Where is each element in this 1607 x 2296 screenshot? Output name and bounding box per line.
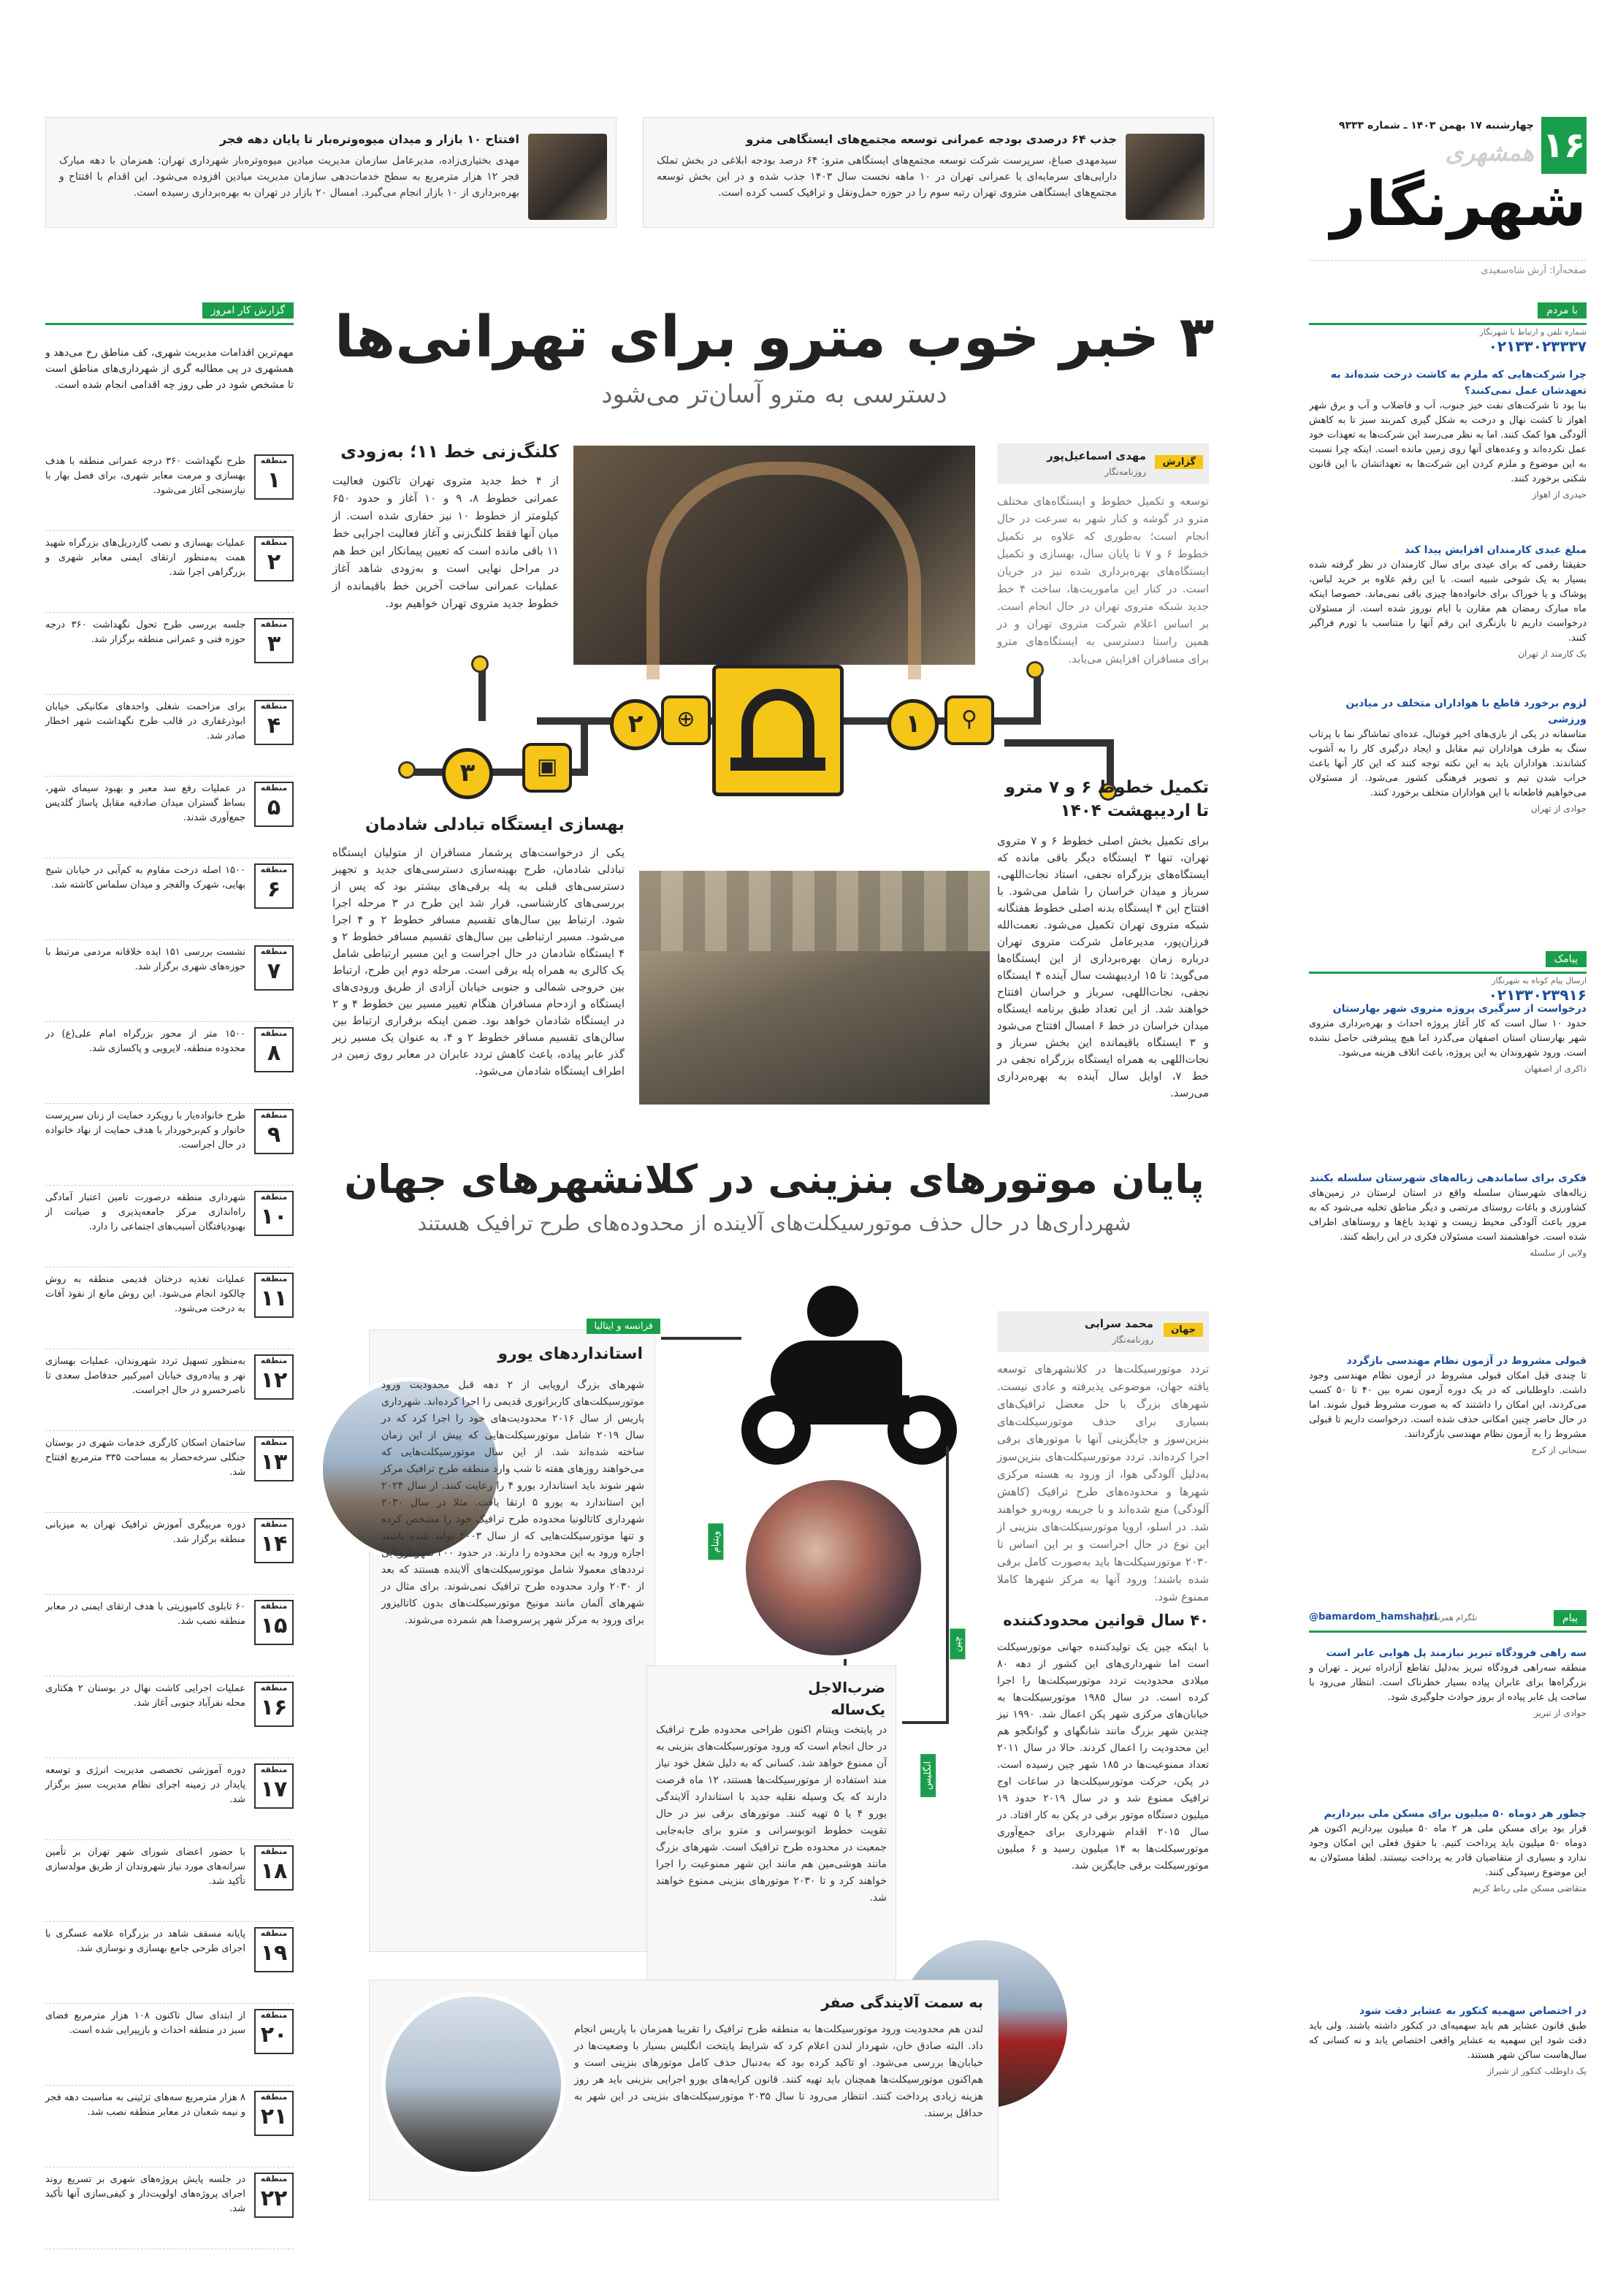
region-word: منطقه [260, 865, 288, 874]
region-text: عملیات بهسازی و نصب گاردریل‌های بزرگراه شهید همت به‌منظور ارتقای ایمنی معابر شهری و بزرگراهی اجرا شد. [45, 538, 245, 578]
paper-logo: شهرنگار [1330, 168, 1587, 240]
region-badge [254, 1845, 294, 1891]
letter-sign: جوادی از تهران [1530, 804, 1587, 814]
region-text: دوره آموزشی تخصصی مدیریت انرژی و توسعه پایدار در زمینه اجرای نظام مدیریت سبز برگزار شد. [45, 1765, 245, 1805]
top-news-body: مهدی بختیاری‌زاده، مدیرعامل سازمان مدیریت میادین میوه‌وتره‌بار شهرداری تهران: همزمان با دهه مبارک فجر ۱۲ هزار مترمربع به سطح خدمات‌دهی سازمان مدیریت میادین افزوده می‌شود. این اقدام با افتتاح و بهره‌برداری از ۱۰ بازار انجام می‌گیرد. امسال ۲۰ بازار در تهران به بهره‌برداری رسیده است. [59, 155, 519, 199]
route-line-2 [1034, 672, 1041, 725]
portrait-photo [528, 134, 607, 220]
region-word: منطقه [260, 947, 288, 956]
region-text: نشست بررسی ۱۵۱ ایده خلاقانه مردمی مرتبط با حوزه‌های شهری برگزار شد. [45, 947, 246, 972]
station-photo [639, 871, 990, 1105]
region-badge [254, 863, 294, 909]
message-sign: متقاضی مسکن ملی رباط کریم [1472, 1883, 1587, 1893]
sidebar-region-item [45, 782, 294, 858]
connector-3 [946, 1446, 949, 1724]
route-dot-1 [1026, 661, 1044, 679]
author-role: روزنامه‌نگار [1112, 1335, 1153, 1345]
region-badge [254, 1354, 294, 1400]
sidebar-header [45, 301, 294, 325]
region-word: منطقه [260, 538, 288, 547]
route-dot-2 [471, 655, 489, 673]
sms-header: پیامک [1546, 951, 1587, 967]
sidebar-region-item [45, 1927, 294, 2004]
letter-title: لزوم برخورد قاطع با هواداران متخلف در میادین ورزشی [1345, 698, 1587, 725]
message-body: منطقه سه‌راهی فرودگاه تبریز به‌دلیل تقاطع آزادراه تبریز ـ تهران و بزرگراه‌ها برای عابران پیاده بسیار خطرناک است. انتظار می‌رود با ساخت پل عابر پیاده از بروز حوادث جلوگیری شود. [1309, 1663, 1587, 1703]
metro-logo [712, 665, 844, 796]
fr-it-tag: فرانسه و ایتالیا [587, 1319, 660, 1334]
london-photo [381, 1992, 565, 2176]
letter-sign: حیدری از اهواز [1532, 489, 1587, 500]
tg-contact: تلگرام همرسانی [1421, 1613, 1477, 1622]
sidebar-header-label: گزارش کار امروز [202, 302, 294, 319]
region-number: ۲۲ [260, 2186, 288, 2211]
region-number: ۱۷ [260, 1777, 288, 1802]
region-badge [254, 945, 294, 991]
region-word: منطقه [260, 1929, 288, 1938]
top-news-title: جذب ۶۴ درصدی بودجه عمرانی توسعه مجتمع‌های ایستگاهی مترو [746, 132, 1117, 146]
region-badge [254, 536, 294, 581]
region-badge [254, 782, 294, 827]
letter-body: حقیقتا رقمی که برای عیدی برای سال کارمندان در نظر گرفته شده بسیار به یک شوخی شبیه است. با این رقم علاوه بر خرید لباس، پوشاک و یا خوراک برای خانواده‌ها چیزی باقی نمی‌ماند. خصوصا اینکه ماه مبارک رمضان هم مقارن با ایام نوروز شده است. از مسئولان درخواست داریم تا بازنگری این رقم آنها را متناسب با تورم فراگیر کنند. [1309, 560, 1587, 644]
region-number: ۲۱ [260, 2104, 288, 2129]
region-text: ۶۰ تابلوی کامپوزیتی با هدف ارتقای ایمنی در معابر منطقه نصب شد. [45, 1601, 245, 1627]
message-title: سه راهی فرودگاه تبریز نیازمند پل هوایی عابر است [1326, 1647, 1587, 1659]
london-body: لندن هم محدودیت ورود موتورسیکلت‌ها به منطقه طرح ترافیک را تقریبا همزمان با پاریس انجام داد. البته صادق خان، شهردار لندن اعلام کرد که شرایط پایتخت انگلیس بسیار با وضعیت‌ها در خیابان‌ها بررسی می‌شود. او تاکید کرده بود که به‌دنبال حذف کامل موتورهای بنزینی است و هم‌اکنون موتورسیکلت‌ها همچنان باید تهیه کنند. قانون کرایه‌های یورو اجرایی بنزینی باید هر روز هزینه زیادی پرداخت کنند. انتظار می‌رود تا سال ۲۰۳۵ موتورسیکلت‌های بنزینی در این شهر به حداقل برسند. [574, 2024, 983, 2119]
letter-item [1309, 1001, 1587, 1074]
sidebar-region-item [45, 1763, 294, 1840]
metro-subheadline: دسترسی به مترو آسان‌تر می‌شود [601, 380, 947, 409]
region-text: پایانه مسقف شاهد در بزرگراه علامه عسگری با اجرای طرحی جامع بهسازی و نوسازی شد. [45, 1929, 245, 1954]
moto-intro: تردد موتورسیکلت‌ها در کلانشهرهای توسعه یافته جهان، موضوعی پذیرفته و عادی نیست. شهرهای بزرگ با حل معضل ترافیک‌های بسیاری برای حذف موتورسیکلت‌های بنزین‌سوز و جایگزینی آنها با موتورهای برقی اجرا کرده‌اند. تردد موتورسیکلت‌های بنزین‌سوز به‌دلیل آلودگی هوا، از ورود به هسته مرکزی شهرها و محدوده‌های طرح ترافیک (کاهش آلودگی) منع شده‌اند و با جریمه روبه‌رو خواهند شد. در اسلو، اروپا موتورسیکلت‌های بنزینی از این نوع در حال اجراست و بر این اساس تا ۲۰۳۰ موتورسیکلت‌ها باید به‌صورت کامل برقی شده باشند؛ ورود آنها به مرکز شهرها کاملا ممنوع شود. [997, 1362, 1209, 1603]
date-line: چهارشنبه ۱۷ بهمن ۱۴۰۳ ـ شماره ۹۳۳۳ [1338, 120, 1534, 131]
sidebar-region-item [45, 454, 294, 531]
message-item [1309, 1645, 1587, 1718]
station-ceiling [639, 871, 990, 951]
metro-logo-base [730, 758, 825, 771]
connector-2 [661, 1337, 741, 1340]
message-item [1309, 2003, 1587, 2076]
sec1-title: کلنگ‌زنی خط ۱۱؛ به‌زودی [340, 441, 559, 462]
train-icon: ▣ [522, 743, 572, 793]
region-number: ۷ [267, 958, 281, 984]
region-number: ۱۴ [260, 1531, 288, 1557]
region-text: از ابتدای سال تاکنون ۱۰۸ هزار مترمربع فضای سبز در منطقه احداث و بازپیرایی شده است. [45, 2010, 246, 2036]
motorcycle-pictogram [741, 1286, 961, 1476]
region-word: منطقه [260, 1438, 288, 1447]
message-body: طبق قانون عشایر هم باید سهمیه‌ای در کنکور داشته باشند. ولی باید دقت شود این سهمیه به عشایر واقعی اختصاص یابد و نه کسانی که سال‌هاست ساکن شهر هستند. [1309, 2021, 1587, 2061]
region-word: منطقه [260, 1683, 288, 1693]
top-news-title: افتتاح ۱۰ بازار و میدان میوه‌وتره‌بار تا پایان دهه فجر [219, 132, 519, 146]
letter-item [1309, 695, 1587, 814]
region-word: منطقه [260, 619, 288, 629]
sidebar-region-item [45, 1191, 294, 1267]
metro-headline: ۳ خبر خوب مترو برای تهرانی‌ها [334, 305, 1215, 370]
region-badge [254, 2173, 294, 2218]
letter-sign: ذاکری از اصفهان [1524, 1064, 1587, 1074]
europe-title: استانداردهای یورو [497, 1345, 643, 1363]
route-line-4 [581, 721, 588, 776]
sidebar-region-item [45, 1027, 294, 1104]
letter-title: درخواست از سرگیری پروژه متروی شهر بهارستان [1332, 1003, 1587, 1015]
letter-item [1309, 367, 1587, 500]
region-badge [254, 1763, 294, 1809]
region-text: عملیات اجرایی کاشت نهال در بوستان ۲ هکتاری محله نفرآباد جنوبی آغاز شد. [45, 1683, 245, 1709]
region-badge [254, 1600, 294, 1645]
region-word: منطقه [260, 1274, 288, 1284]
region-badge [254, 1191, 294, 1236]
region-text: عملیات تغذیه درختان قدیمی منطقه به روش چالکود انجام می‌شود. این روش مانع از نفوذ آفات به درخت می‌شود. [45, 1274, 245, 1314]
top-news-box-metro [643, 117, 1214, 228]
region-number: ۱۵ [260, 1613, 288, 1639]
author-name: محمد سرابی [1084, 1317, 1153, 1330]
region-text: به‌منظور تسهیل تردد شهروندان، عملیات بهسازی نهر و پیاده‌روی خیابان امیرکبیر حدفاصل سعدی تا ناصرخسرو در حال اجراست. [45, 1356, 245, 1396]
hanoi-photo [741, 1476, 925, 1660]
sidebar-region-item [45, 945, 294, 1022]
region-badge [254, 1027, 294, 1072]
region-text: ۱۵۰۰ اصله درخت مقاوم به کم‌آبی در خیابان شیخ بهایی، شهرک والفجر و میدان سلماس کاشته شد. [45, 865, 245, 890]
top-news-body: سیدمهدی صباغ، سرپرست شرکت توسعه مجتمع‌های ایستگاهی مترو: ۶۴ درصد بودجه ابلاغی در بخش تملک دارایی‌های سرمایه‌ای یا عمرانی تهران در ۱۰ ماهه نخست سال ۱۴۰۳ جذب شده و در این بخش توسعه مجتمع‌های ایستگاهی متروی تهران رتبه سوم را در حوزه حمل‌ونقل و ترافیک کسب کرده است. [657, 155, 1117, 199]
paper-sub-logo: همشهری [1445, 139, 1534, 167]
region-number: ۵ [267, 795, 281, 820]
hanoi-box [646, 1666, 896, 1981]
region-number: ۶ [267, 877, 281, 902]
letter-sign: یک کارمند از تهران [1518, 649, 1587, 659]
region-word: منطقه [260, 1847, 288, 1856]
page-editor: صفحه‌آرا: آرش شاه‌سعیدی [1309, 260, 1587, 276]
london-box [369, 1980, 999, 2200]
region-number: ۱۲ [260, 1368, 288, 1393]
region-badge [254, 2009, 294, 2054]
region-word: منطقه [260, 456, 288, 465]
region-number: ۱ [267, 468, 281, 493]
people-contact: شماره تلفن و ارتباط با شهرنگار [1479, 327, 1587, 337]
sidebar-region-item [45, 863, 294, 940]
message-sign: یک داوطلب کنکور از شیراز [1487, 2066, 1587, 2076]
region-text: ۸ هزار مترمربع سه‌های تزئینی به مناسبت دهه فجر و نیمه شعبان در معابر منطقه نصب شد. [45, 2092, 245, 2118]
tg-handle: @bamardom_hamshahri [1309, 1612, 1438, 1622]
tunnel-photo [573, 446, 975, 665]
europe-box [369, 1321, 655, 1952]
region-badge [254, 700, 294, 745]
region-word: منطقه [260, 1192, 288, 1202]
tg-header-bar [1309, 1609, 1587, 1633]
sidebar-region-item [45, 1354, 294, 1431]
region-word: منطقه [260, 1356, 288, 1365]
region-badge [254, 1273, 294, 1318]
forty-body: با اینکه چین یک تولیدکننده جهانی موتورسیکلت است اما شهرداری‌های این کشور از دهه ۸۰ میلادی محدودیت تردد موتورسیکلت‌ها را اجرا کرده است. در سال ۱۹۸۵ موتورسیکلت‌ها به خیابان‌های مرکزی شهر پکن اعمال شد. ۱۹۹۰ نیز چندین شهر بزرگ مانند شانگهای و گوانگجو هم این محدودیت را اعمال کردند. حالا در سال ۲۰۱۱ تعداد ممنوعیت‌ها در ۱۸۵ شهر چین رسیده است. در پکن، حرکت موتورسیکلت‌ها در ساعات اوج ترافیک ممنوع شد و در سال ۲۰۱۹ حدود ۱۹ میلیون دستگاه موتور برقی در پکن به کار افتاد. در سال ۲۰۱۵ اقدام شهرداری برای جمع‌آوری موتورسیکلت‌ها به ۱۴ میلیون رسید و ۶ میلیون موتورسیکلت برقی جایگزین شد. [997, 1641, 1210, 1872]
sec3-title: بهسازی ایستگاه تبادلی شادمان [364, 815, 625, 834]
route-dot-4 [398, 761, 416, 779]
bike-frame [793, 1395, 909, 1424]
letter-body: حدود ۱۰ سال است که کار آغاز پروژه احداث و بهره‌برداری متروی شهر بهارستان استان اصفهان می‌گذرد اما هیچ پیشرفتی حاصل نشده است. ورود شهروندان به این پروژه، باعث اتلاف هزینه می‌شود. [1309, 1018, 1587, 1059]
region-word: منطقه [260, 1110, 288, 1120]
people-header: با مردم [1538, 302, 1587, 319]
region-word: منطقه [260, 2010, 288, 2020]
message-title: در اختصاص سهمیه کنکور به عشایر دقت شود [1359, 2005, 1587, 2017]
region-number: ۱۰ [260, 1204, 288, 1229]
hanoi-title: ضرب‌الاجل یک‌ساله [808, 1679, 885, 1718]
region-word: منطقه [260, 2174, 288, 2184]
letter-sign: سبحانی از کرج [1531, 1445, 1587, 1455]
letter-title: چرا شرکت‌هایی که ملزم به کاشت درخت شده‌اند به تعهدشان عمل نمی‌کنند؟ [1330, 369, 1587, 397]
region-badge [254, 1518, 294, 1563]
step-2-badge: ۲ [610, 699, 661, 750]
sidebar-region-item [45, 1682, 294, 1758]
cn-tag: چین [950, 1629, 965, 1660]
region-text: ساختمان اسکان کارگری خدمات شهری در بوستان جنگلی سرخه‌حصار به مساحت ۳۳۵ مترمربع افتتاح شد. [45, 1438, 245, 1478]
letter-title: فکری برای ساماندهی زباله‌های شهرستان سلسله بکنند [1309, 1172, 1587, 1184]
region-text: شهرداری منطقه درصورت تامین اعتبار آمادگی راه‌اندازی مرکز جامعه‌پذیری و صیانت از بهبودیافتگان آسیب‌های اجتماعی را دارد. [45, 1192, 245, 1232]
globe-icon: ⊕ [661, 695, 711, 745]
sidebar-region-item [45, 1109, 294, 1186]
region-text: جلسه بررسی طرح تحول نگهداشت ۳۶۰ درجه حوزه فنی و عمرانی منطقه برگزار شد. [45, 619, 245, 645]
region-number: ۲ [267, 549, 281, 575]
sidebar-region-item [45, 700, 294, 777]
world-header [997, 1311, 1209, 1352]
sec2-title: تکمیل خطوط ۶ و ۷ مترو تا اردیبهشت ۱۴۰۴ [1004, 778, 1209, 820]
top-news-box-market [45, 117, 617, 228]
forty-title: ۴۰ سال قوانین محدودکننده [1003, 1612, 1209, 1629]
people-header-bar [1309, 301, 1587, 325]
sms-header-bar [1309, 950, 1587, 974]
region-badge [254, 1927, 294, 1972]
region-word: منطقه [260, 783, 288, 793]
sidebar-region-item [45, 1518, 294, 1595]
letter-title: قبولی مشروط در آزمون نظام مهندسی بازگردد [1346, 1355, 1587, 1367]
message-body: قرار بود برای مسکن ملی هر ۲ ماه ۵۰ میلیون بپردازیم اکنون هر دوماه ۵۰ میلیون باید پرداخت کنیم. با حقوق فعلی این امکان وجود ندارد و بسیاری از متقاضیان قادر به پرداخت نیستند. لطفا مسئولان به این موضوع رسیدگی کنند. [1309, 1823, 1587, 1878]
region-number: ۴ [267, 713, 281, 739]
region-badge [254, 1109, 294, 1154]
region-number: ۱۳ [260, 1449, 288, 1475]
region-number: ۱۸ [260, 1858, 288, 1884]
rider-head [807, 1286, 858, 1337]
route-icon: ⚲ [944, 695, 994, 745]
report-tag: گزارش [1155, 455, 1203, 469]
region-badge [254, 1436, 294, 1481]
letter-item [1309, 542, 1587, 659]
world-tag: جهان [1164, 1323, 1203, 1337]
right-column [1309, 301, 1587, 2259]
letter-body: بنا بود تا شرکت‌های نفت خیز جنوب، آب و فاضلاب و آب و برق شهر اهواز تا کشت نهال و درخت به شکل گیری کمربند سبز تا به کاهش آلودگی هوا کمک کنند. اما به نظر می‌رسد این شرکت‌ها به تعهدات خود عمل نکرده‌اند و وعده‌های آنها روی زمین مانده است. اینکه چرا نسبت به این موضوع و ملزم کردن این شرکت‌ها به تعهداتشان با این قانون شکنی برخورد کنند. [1309, 400, 1587, 484]
sidebar-region-item [45, 1600, 294, 1677]
author-role: روزنامه‌نگار [1104, 467, 1146, 477]
author-name: مهدی اسماعیل‌پور [1047, 449, 1146, 462]
people-phone: ۰۲۱۳۳۰۲۳۳۳۷ [1488, 337, 1587, 355]
region-badge [254, 1682, 294, 1727]
region-number: ۳ [267, 631, 281, 657]
sidebar-region-item [45, 536, 294, 613]
message-item [1309, 1806, 1587, 1893]
region-number: ۱۶ [260, 1695, 288, 1720]
connector-4 [902, 1721, 949, 1724]
moto-article [332, 1154, 1216, 2250]
region-text: در عملیات رفع سد معبر و بهبود سیمای شهر، بساط گستران میدان صادقیه مقابل پاساژ گلدیس جمع‌آوری شدند. [45, 783, 245, 823]
london-title: به سمت آلایندگی صفر [821, 1994, 983, 2011]
letter-body: زباله‌های شهرستان سلسله واقع در استان لرستان در زمین‌های کشاورزی و باغات روستای مرتضی و دیگر مناطق تخلیه می‌شود که به مرور باعث آلودگی محیط زیست و تهدید باغ‌ها و روستاهای اطراف شده است. خواهشمند است مسئولان فکری در این رابطه کنند. [1309, 1188, 1587, 1243]
sec2-body: برای تکمیل بخش اصلی خطوط ۶ و ۷ متروی تهران، تنها ۳ ایستگاه دیگر باقی مانده که ایستگاه‌های بزرگراه نجفی، استاد نجات‌اللهی، سرباز و میدان خراسان را شامل می‌شود. با افتتاح این ۴ ایستگاه بدنه اصلی خطوط هفتگانه شبکه متروی تهران تکمیل می‌شود. نعمت‌الله فرزان‌پور، مدیرعامل شرکت متروی تهران درباره زمان بهره‌برداری از این ایستگاه‌ها می‌گوید: تا ۱۵ اردیبهشت سال آینده ۴ ایستگاه نجفی، نجات‌اللهی، سرباز و خراسان افتتاح خواهند شد. از این تعداد طبق برنامه ایستگاه میدان خراسان در خط ۶ امسال افتتاح می‌شود و ۳ ایستگاه باقیمانده این بخش سرباز و نجات‌اللهی به همراه ایستگاه بزرگراه نجفی در خط ۷، اوایل سال آینده به بهره‌برداری می‌رسد. [997, 834, 1210, 1099]
region-text: دوره مربیگری آموزش ترافیک تهران به میزبانی منطقه برگزار شد. [45, 1519, 245, 1545]
region-badge [254, 2091, 294, 2136]
moto-subheadline: شهرداری‌ها در حال حذف موتورسیکلت‌های آلاینده از محدوده‌های طرح ترافیک هستند [417, 1211, 1131, 1235]
region-number: ۱۹ [260, 1940, 288, 1966]
region-word: منطقه [260, 1765, 288, 1774]
step-1-badge: ۱ [888, 699, 939, 750]
europe-body: شهرهای بزرگ اروپایی از ۲ دهه قبل محدودیت ورود موتورسیکلت‌های کاربراتوری قدیمی را اجرا کرده‌اند. شهرداری پاریس از سال ۲۰۱۶ محدودیت‌های خود را اجرا کرد که در سال ۲۰۱۹ شامل موتورسیکلت‌هایی که پیش از این زمان ساخته شده‌اند شد. از این سال موتورسیکلت‌هایی که می‌خواهند روزهای هفته تا شب وارد منطقه طرح ترافیک مرکز شهر شوند باید استاندارد یورو ۴ را رعایت کنند. از سال ۲۰۲۴ این استاندارد به یورو ۵ ارتقا یافت. مثلا در سال ۲۰۳۰ شهرداری کاتالونیا محدوده طرح ترافیک خود را مشخص کرده و تنها موتورسیکلت‌هایی که از سال ۲۰۰۳ تولید شده باشند اجازه ورود به این محدوده را دارند. در حدود ۲۰۰ شهر اروپایی ترددهای معمولا شامل موتورسیکلت‌های آلاینده هستند که بعد از ۲۰۳۰ وارد محدوده طرح ترافیک نمی‌شوند. برای مثال در شهرهای آلمان مانند مونیخ موتورسیکلت‌های بدون کاتالیزور برای ورود به مرکز شهر پرسروصدا هم شمرده می‌شوند. [381, 1379, 645, 1626]
metro-article [332, 301, 1216, 1119]
region-badge [254, 454, 294, 500]
region-word: منطقه [260, 1029, 288, 1038]
letter-sign: ولایی از سلسله [1530, 1248, 1587, 1258]
region-word: منطقه [260, 1601, 288, 1611]
route-line-5 [478, 666, 486, 721]
metro-intro: توسعه و تکمیل خطوط و ایستگاه‌های مختلف مترو در گوشه و کنار شهر به سرعت در حال انجام است؛ به‌طوری که علاوه بر تکمیل خطوط ۶ و ۷ تا پایان سال، بهسازی و تکمیل ایستگاه‌های بهره‌برداری شده نیز در جریان است. در کنار این ماموریت‌ها، ساخت ۴ خط جدید شبکه متروی تهران در حال انجام است. بر اساس اعلام شرکت متروی تهران و در همین راستا دسترسی به ایستگاه‌های مترو برای مسافران افزایش می‌یابد. [997, 495, 1210, 665]
region-word: منطقه [260, 701, 288, 711]
sidebar-intro: مهم‌ترین اقدامات مدیریت شهری، کف مناطق رخ می‌دهد و همشهری در پی مطالبه گری از شهرداری‌های مناطق است تا مشخص شود در طی روز چه اقدامی انجام شده است. [45, 347, 294, 391]
vn-tag: ویتنام [708, 1524, 723, 1560]
region-text: ۱۵۰۰ متر از محور بزرگراه امام علی(ع) در محدوده منطقه، لایروبی و پاکسازی شد. [45, 1029, 245, 1054]
region-text: برای مزاحمت شغلی واحدهای مکانیکی خیابان ابوذرغفاری در قالب طرح نگهداشت شهر اخطار صادر شد. [45, 701, 245, 741]
region-number: ۸ [267, 1040, 281, 1066]
letter-body: متاسفانه در یکی از بازی‌های اخیر فوتبال، عده‌ای تماشاگر نما با پرتاب سنگ به طرف هواداران تیم مقابل و ایجاد درگیری کار را به آشوب کشاندند. هواداران باید به این نکته توجه کنند که این کار آنها باعث خراب شدن تیم و تصویر فرهنگی کشور می‌شود. از مسئولان می‌خواهیم قاطعانه با این هواداران متخلف برخورد کنند. [1309, 729, 1587, 798]
letter-item [1309, 1170, 1587, 1258]
sms-phone: ۰۲۱۳۳۰۲۳۹۱۶ [1488, 986, 1587, 1004]
sidebar-region-item [45, 1845, 294, 1922]
step-3-badge: ۳ [442, 748, 493, 799]
message-sign: جوادی از تبریز [1534, 1708, 1587, 1718]
route-line-6 [1004, 739, 1114, 747]
region-number: ۱۱ [260, 1286, 288, 1311]
sec1-body: از ۴ خط جدید متروی تهران تاکنون فعالیت عمرانی خطوط ۸، ۹ و ۱۰ آغاز و حدود ۶۵۰ کیلومتر از خطوط ۱۰ نیز حفاری شده است. از میان آنها فقط کلنگ‌زنی و آغاز فعالیت اجرایی خط ۱۱ باقی مانده است که تعیین پیمانکار این خط هم در مراحل نهایی است و به‌زودی شاهد آغاز عملیات عمرانی ساخت آخرین خط باقیمانده از خطوط جدید متروی تهران خواهیم بود. [332, 474, 560, 610]
region-text: با حضور اعضای شورای شهر تهران بر تأمین سرانه‌های مورد نیاز شهروندان از طریق مولدسازی تأکید شد. [45, 1847, 245, 1887]
letter-title: مبلغ عیدی کارمندان افزایش پیدا کند [1404, 544, 1587, 556]
sidebar-region-item [45, 1436, 294, 1513]
tunnel-arch [646, 462, 921, 679]
region-badge [254, 618, 294, 663]
sidebar-region-item [45, 618, 294, 695]
sec3-body: یکی از درخواست‌های پرشمار مسافران از متولیان ایستگاه تبادلی شادمان، طرح بهینه‌سازی دسترسی‌های جدید و تجهیز دسترسی‌های قبلی به پله برقی‌های بیشتر بود که پس از بررسی‌های کارشناسی، قرار شد این طرح در ۳ مرحله اجرا شود. ارتباط بین سال‌های تقسیم مسافر خطوط ۲ و ۴ اجرا می‌شود. مسیر ارتباطی بین سال‌های تقسیم مسافر خطوط ۲ و ۴ ایستگاه شادمان در حال اجراست و این مسیر ارتباطی شامل یک کالری به همراه پله برقی است. مرحله دوم این طرح، ارتباط بین خروجی شمالی و جنوبی خیابان آزادی از طریق ورودی‌های ایستگاه و ازدحام مسافران هنگام تغییر مسیر بین خطوط ۴ و ۲ در ایستگاه شادمان خواهد بود. ضمن اینکه برقراری ارتباط بین سالن‌های تقسیم مسافر خطوط ۲ و ۴، به عنوان یک مسیر زیر گذر عابر پیاده، باعث کاهش تردد عابران در معابر روی زمین در اطراف ایستگاه شادمان می‌شود. [332, 846, 625, 1078]
sidebar-region-item [45, 1273, 294, 1349]
region-text: طرح نگهداشت ۳۶۰ درجه عمرانی منطقه با هدف بهسازی و مرمت معابر شهری، برای فصل بهار با نیازسنجی آغاز می‌شود. [45, 456, 245, 496]
region-number: ۹ [267, 1122, 281, 1148]
sidebar-region-item [45, 2009, 294, 2086]
letter-item [1309, 1353, 1587, 1455]
region-text: طرح خانواده‌یار با رویکرد حمایت از زنان سرپرست خانوار و کم‌برخوردار با هدف حمایت از نهاد خانواده در حال اجراست. [45, 1110, 245, 1151]
report-header [997, 443, 1209, 484]
en-tag: انگلیس [920, 1754, 936, 1797]
tg-header: پیام [1554, 1610, 1587, 1626]
sms-contact: ارسال پیام کوتاه به شهرنگار [1492, 976, 1587, 985]
moto-headline: پایان موتورهای بنزینی در کلانشهرهای جهان [344, 1156, 1205, 1202]
sidebar-region-item [45, 2173, 294, 2249]
hanoi-body: در پایتخت ویتنام اکنون طراحی محدوده طرح ترافیک در حال انجام است که ورود موتورسیکلت‌های بنزینی به آن ممنوع خواهد شد. کسانی که به دلیل شغل خود نیاز مند استفاده از موتورسیکلت‌ها هستند، ۱۲ ماه فرصت دارند که یک وسیله نقلیه جدید با استاندارد آلایندگی یورو ۴ یا ۵ تهیه کنند. موتورهای برقی نیز در حال تقویت خطوط اتوبوسرانی و مترو برای جابه‌جایی جمعیت در محدوده طرح ترافیک است. شهرهای بزرگ مانند هوشی‌مین هم مانند این شهر ممنوعیت را اجرا خواهند کرد و تا ۲۰۳۰ موتورهای بنزینی ممنوع خواهند شد. [656, 1724, 887, 1904]
region-text: در جلسه پایش پروژه‌های شهری بر تسریع روند اجرای پروژه‌های اولویت‌دار و کیفی‌سازی آنها تأکید شد. [45, 2174, 245, 2214]
page-number-badge: ۱۶ [1541, 117, 1587, 174]
region-word: منطقه [260, 2092, 288, 2102]
sidebar-region-item [45, 2091, 294, 2167]
message-title: چطور هر دوماه ۵۰ میلیون برای مسکن ملی بپردازیم [1324, 1808, 1587, 1820]
letter-body: تا چندی قبل امکان قبولی مشروط در آزمون نظام مهندسی وجود داشت. داوطلبانی که در یک دوره آزمون نمره بین ۴۰ تا ۵۰ کسب می‌کردند، این امکان را داشتند که به صورت مشروط قبول شوند. اما در حال حاضر چنین امکانی حذف شده است. درخواست داریم تا قبولی مشروط را به آزمون نظام مهندسی بازگردانند. [1309, 1370, 1587, 1440]
region-word: منطقه [260, 1519, 288, 1529]
portrait-photo [1126, 134, 1205, 220]
left-sidebar [45, 301, 294, 2259]
region-number: ۲۰ [260, 2022, 288, 2048]
